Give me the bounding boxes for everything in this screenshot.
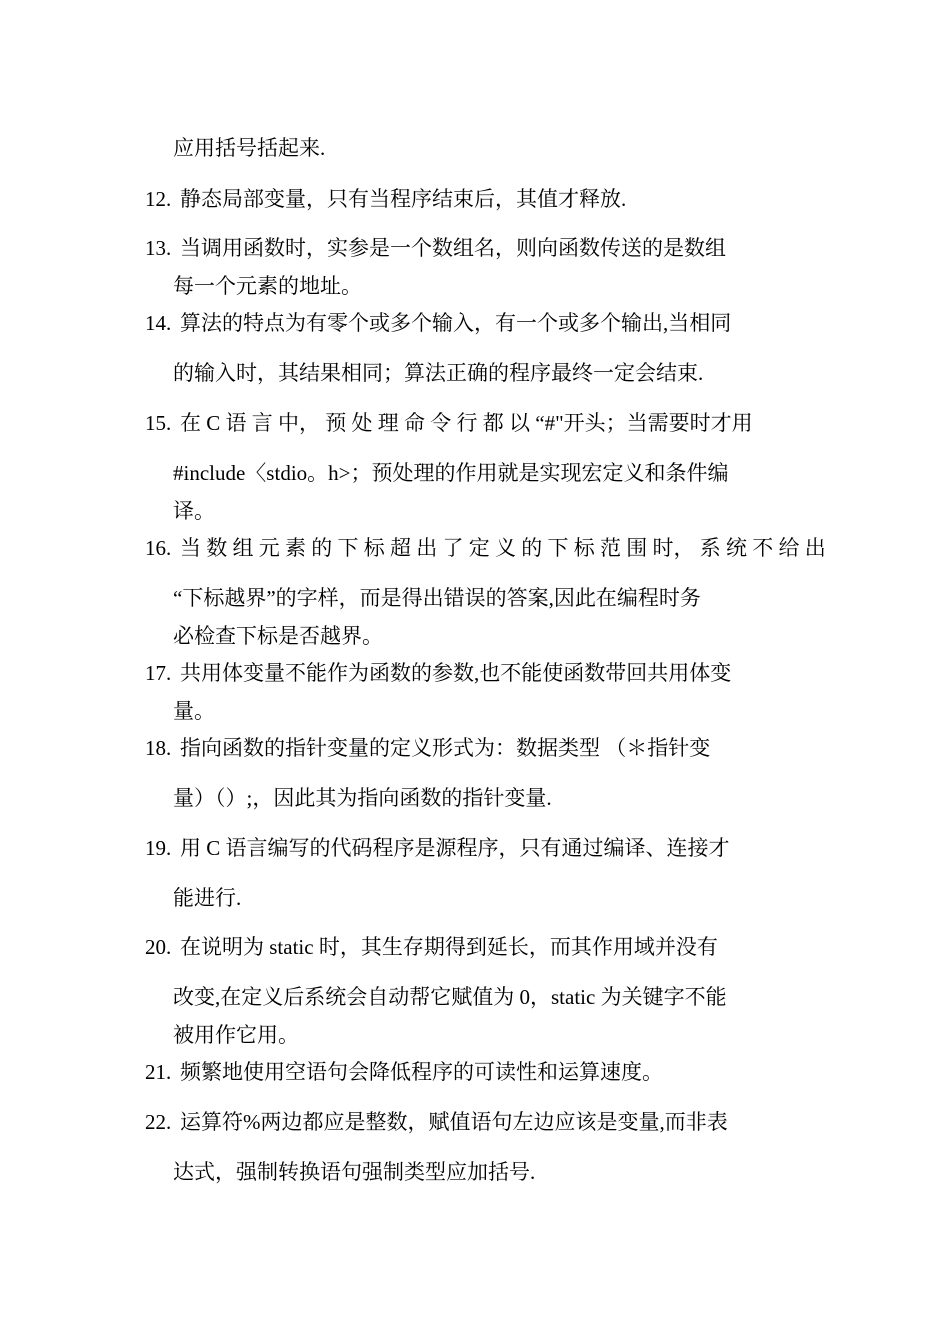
- item-number-15: 15.: [145, 411, 172, 435]
- item-13-line-2: 每一个元素的地址。: [173, 274, 362, 298]
- item-number-18: 18.: [145, 736, 172, 760]
- item-13-line-1: 当调用函数时，实参是一个数组名，则向函数传送的是数组: [180, 236, 726, 260]
- item-14-line-2: 的输入时，其结果相同；算法正确的程序最终一定会结束.: [173, 361, 704, 385]
- item-number-13: 13.: [145, 236, 172, 260]
- item-19-line-1: 用 C 语言编写的代码程序是源程序，只有通过编译、连接才: [180, 836, 730, 860]
- item-16-line-3: 必检查下标是否越界。: [173, 624, 383, 648]
- item-number-22: 22.: [145, 1110, 172, 1134]
- item-number-17: 17.: [145, 661, 172, 685]
- item-22-line-1: 运算符%两边都应是整数，赋值语句左边应该是变量,而非表: [180, 1110, 728, 1134]
- item-22-line-2: 达式，强制转换语句强制类型应加括号.: [173, 1160, 536, 1184]
- item-number-16: 16.: [145, 536, 172, 560]
- item-14-line-1: 算法的特点为有零个或多个输入，有一个或多个输出,当相同: [180, 311, 732, 335]
- item-16-line-1: 当 数 组 元 素 的 下 标 超 出 了 定 义 的 下 标 范 围 时， 系 统 不 给 出: [180, 536, 826, 560]
- item-number-14: 14.: [145, 311, 172, 335]
- item-number-21: 21.: [145, 1060, 172, 1084]
- item-15-line-1: 在 C 语 言 中， 预 处 理 命 令 行 都 以 “#"开头；当需要时才用: [180, 411, 753, 435]
- item-number-19: 19.: [145, 836, 172, 860]
- item-12-line-1: 静态局部变量，只有当程序结束后，其值才释放.: [180, 187, 627, 211]
- item-number-12: 12.: [145, 187, 172, 211]
- item-18-line-1: 指向函数的指针变量的定义形式为：数据类型 （＊指针变: [180, 736, 711, 760]
- item-20-line-1: 在说明为 static 时，其生存期得到延长，而其作用域并没有: [180, 935, 718, 959]
- item-17-line-2: 量。: [173, 699, 215, 723]
- item-11-line-1: 应用括号括起来.: [173, 136, 326, 160]
- item-18-line-2: 量）（）;，因此其为指向函数的指针变量.: [173, 786, 552, 810]
- item-17-line-1: 共用体变量不能作为函数的参数,也不能使函数带回共用体变: [180, 661, 732, 685]
- item-20-line-3: 被用作它用。: [173, 1023, 299, 1047]
- item-20-line-2: 改变,在定义后系统会自动帮它赋值为 0，static 为关键字不能: [173, 985, 727, 1009]
- item-15-line-2: #include〈stdio。h>；预处理的作用就是实现宏定义和条件编: [173, 461, 729, 485]
- item-21-line-1: 频繁地使用空语句会降低程序的可读性和运算速度。: [180, 1060, 663, 1084]
- item-16-line-2: “下标越界”的字样，而是得出错误的答案,因此在编程时务: [173, 586, 701, 610]
- item-19-line-2: 能进行.: [173, 886, 242, 910]
- item-15-line-3: 译。: [173, 499, 215, 523]
- item-number-20: 20.: [145, 935, 172, 959]
